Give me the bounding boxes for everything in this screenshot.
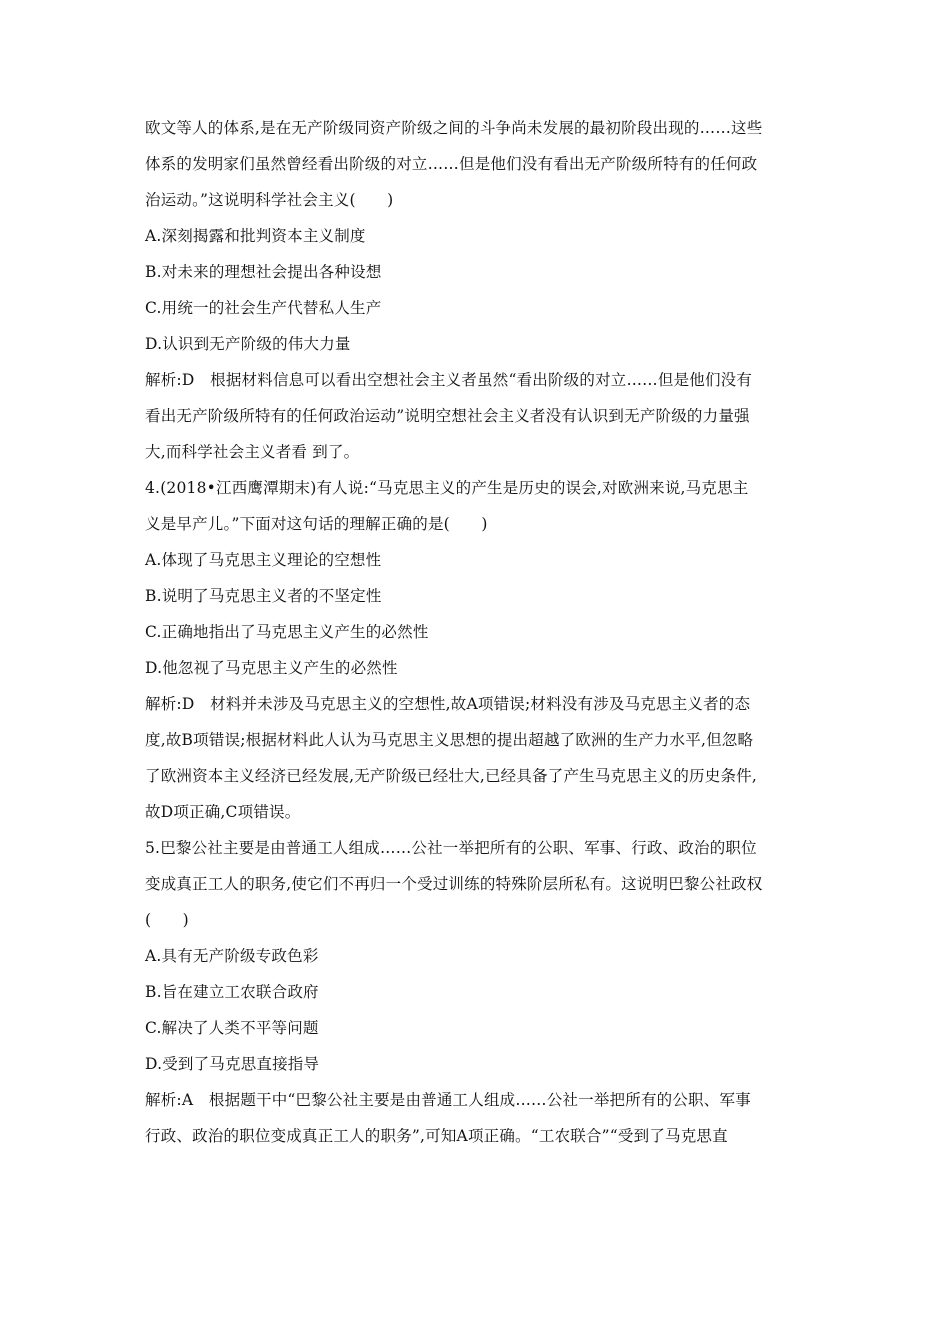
analysis-line: 故D项正确,C项错误。: [145, 803, 301, 821]
option-b: B.说明了马克思主义者的不坚定性: [145, 587, 382, 605]
option-a: A.具有无产阶级专政色彩: [145, 947, 319, 965]
question-stem-line: 体系的发明家们虽然曾经看出阶级的对立……但是他们没有看出无产阶级所特有的任何政: [145, 155, 758, 173]
option-b: B.旨在建立工农联合政府: [145, 983, 319, 1001]
option-a: A.体现了马克思主义理论的空想性: [145, 551, 382, 569]
option-c: C.正确地指出了马克思主义产生的必然性: [145, 623, 429, 641]
question-5: [145, 838, 810, 1162]
question-stem-line: 欧文等人的体系,是在无产阶级同资产阶级之间的斗争尚未发展的最初阶段出现的……这些: [145, 119, 763, 137]
question-4: [145, 478, 810, 838]
option-c: C.用统一的社会生产代替私人生产: [145, 299, 382, 317]
analysis-line: 解析:D 根据材料信息可以看出空想社会主义者虽然“看出阶级的对立……但是他们没有: [145, 371, 753, 389]
option-c: C.解决了人类不平等问题: [145, 1019, 319, 1037]
option-b: B.对未来的理想社会提出各种设想: [145, 263, 382, 281]
question-stem-line: 治运动。”这说明科学社会主义( ): [145, 191, 394, 209]
option-a: A.深刻揭露和批判资本主义制度: [145, 227, 366, 245]
question-stem-line: 变成真正工人的职务,使它们不再归一个受过训练的特殊阶层所私有。这说明巴黎公社政权: [145, 875, 763, 893]
option-d: D.受到了马克思直接指导: [145, 1055, 320, 1073]
analysis-line: 大,而科学社会主义者看 到了。: [145, 443, 360, 461]
option-d: D.他忽视了马克思主义产生的必然性: [145, 659, 398, 677]
analysis-line: 行政、政治的职位变成真正工人的职务”,可知A项正确。“工农联合”“受到了马克思直: [145, 1127, 728, 1145]
analysis-line: 看出无产阶级所特有的任何政治运动”说明空想社会主义者没有认识到无产阶级的力量强: [145, 407, 750, 425]
question-stem-line: 义是早产儿。”下面对这句话的理解正确的是( ): [145, 515, 488, 533]
option-d: D.认识到无产阶级的伟大力量: [145, 335, 351, 353]
analysis-line: 解析:D 材料并未涉及马克思主义的空想性,故A项错误;材料没有涉及马克思主义者的态: [145, 695, 751, 713]
analysis-line: 了欧洲资本主义经济已经发展,无产阶级已经壮大,已经具备了产生马克思主义的历史条件,: [145, 767, 757, 785]
document-page: [145, 118, 810, 1162]
analysis-line: 解析:A 根据题干中“巴黎公社主要是由普通工人组成……公社一举把所有的公职、军事: [145, 1091, 751, 1109]
question-stem-line: 4.(2018•江西鹰潭期末)有人说:“马克思主义的产生是历史的误会,对欧洲来说,马克思主: [145, 479, 749, 497]
question-stem-line: 5.巴黎公社主要是由普通工人组成……公社一举把所有的公职、军事、行政、政治的职位: [145, 839, 757, 857]
analysis-line: 度,故B项错误;根据材料此人认为马克思主义思想的提出超越了欧洲的生产力水平,但忽略: [145, 731, 754, 749]
question-stem-line: ( ): [145, 911, 189, 929]
question-3: [145, 118, 810, 478]
